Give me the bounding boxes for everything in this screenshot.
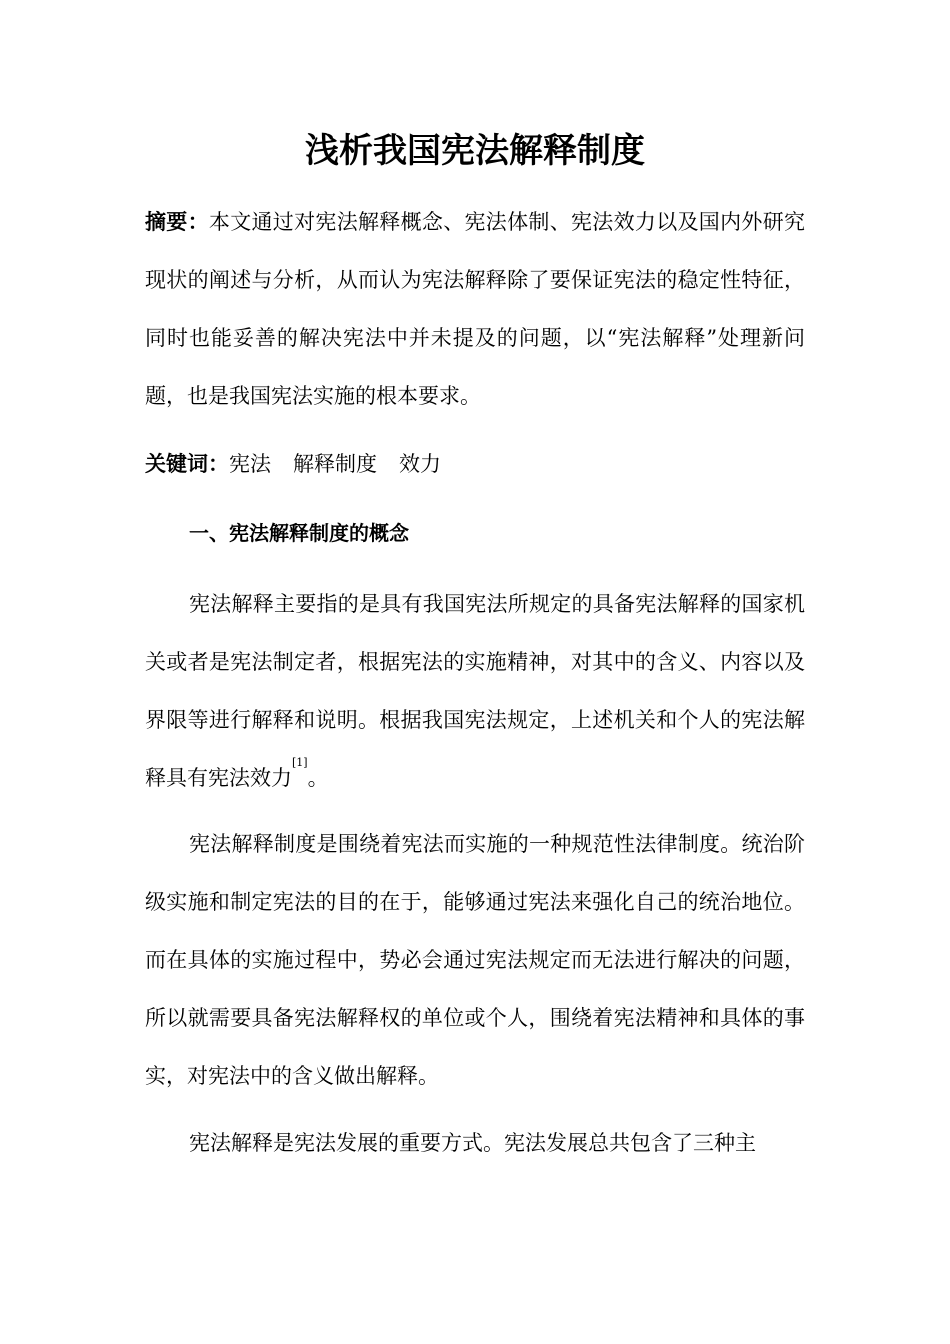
keywords-label: 关键词： [145, 452, 229, 476]
section-heading: 一、宪法解释制度的概念 [189, 521, 409, 545]
paragraph-end-punct: 。 [307, 766, 329, 790]
body-paragraph-3: 宪法解释是宪法发展的重要方式。宪法发展总共包含了三种主 [189, 1131, 756, 1155]
abstract-text: 本文通过对宪法解释概念、宪法体制、宪法效力以及国内外研究现状的阐述与分析，从而认为宪法解释除了要保证宪法的稳定性特征，同时也能妥善的解决宪法中并未提及的问题，以“宪法解释”处理新问题，也是我国宪法实施的根本要求。 [145, 210, 806, 408]
keyword-item: 宪法 [229, 452, 271, 476]
document-title: 浅析我国宪法解释制度 [305, 131, 645, 171]
body-paragraph-2: 宪法解释制度是围绕着宪法而实施的一种规范性法律制度。统治阶级实施和制定宪法的目的在于，能够通过宪法来强化自己的统治地位。而在具体的实施过程中，势必会通过宪法规定而无法进行解决的问题，所以就需要具备宪法解释权的单位或个人，围绕着宪法精神和具体的事实，对宪法中的含义做出解释。 [145, 832, 805, 1088]
abstract-label: 摘要： [145, 210, 209, 234]
abstract-paragraph [145, 193, 805, 425]
keywords-line [145, 435, 805, 493]
keyword-item: 解释制度 [293, 452, 377, 476]
citation-reference: [1] [292, 756, 308, 769]
paragraph-text: 宪法解释主要指的是具有我国宪法所规定的具备宪法解释的国家机关或者是宪法制定者，根据宪法的实施精神，对其中的含义、内容以及界限等进行解释和说明。根据我国宪法规定，上述机关和个人的宪法解释具有宪法效力 [145, 592, 805, 790]
body-paragraph-1 [145, 575, 805, 807]
keyword-item: 效力 [399, 452, 441, 476]
